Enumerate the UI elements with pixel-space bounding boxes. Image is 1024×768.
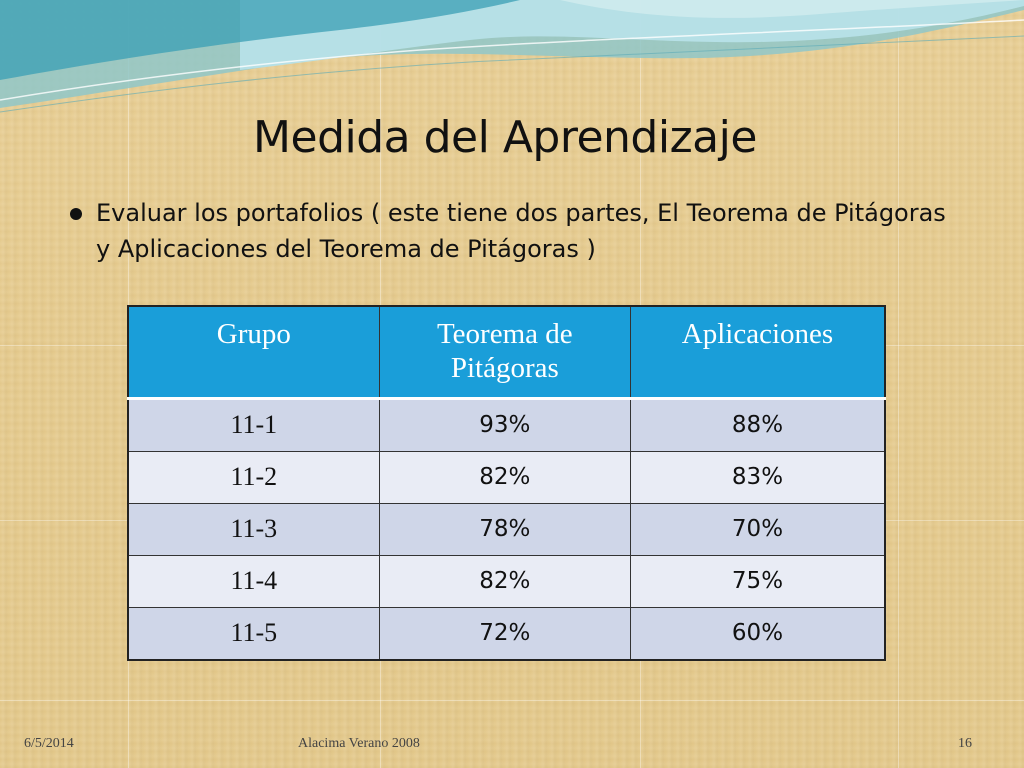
table-row <box>128 555 885 607</box>
cell-grupo: 11-5 <box>128 607 379 660</box>
cell-aplicaciones: 60% <box>630 607 885 660</box>
footer-date: 6/5/2014 <box>24 736 74 751</box>
cell-teorema: 82% <box>379 451 630 503</box>
cell-teorema: 93% <box>379 398 630 451</box>
table-row <box>128 398 885 451</box>
cell-aplicaciones: 70% <box>630 503 885 555</box>
cell-grupo: 11-2 <box>128 451 379 503</box>
page-number: 16 <box>958 736 972 751</box>
header-aplicaciones: Aplicaciones <box>630 306 885 398</box>
cell-teorema: 72% <box>379 607 630 660</box>
cell-teorema: 82% <box>379 555 630 607</box>
cell-aplicaciones: 75% <box>630 555 885 607</box>
results-table <box>127 305 886 661</box>
bullet-text: Evaluar los portafolios ( este tiene dos partes, El Teorema de Pitágoras y Aplicaciones del Teorema de Pitágoras ) <box>96 199 946 263</box>
cell-grupo: 11-1 <box>128 398 379 451</box>
bullet-item <box>70 195 950 267</box>
slide-title: Medida del Aprendizaje <box>253 112 757 163</box>
header-teorema: Teorema de Pitágoras <box>379 306 630 398</box>
bullet-icon <box>70 208 82 220</box>
cell-aplicaciones: 83% <box>630 451 885 503</box>
footer-center-text: Alacima Verano 2008 <box>298 736 420 751</box>
paper-grid-line <box>0 700 1024 701</box>
table-row <box>128 503 885 555</box>
cell-grupo: 11-3 <box>128 503 379 555</box>
header-grupo: Grupo <box>128 306 379 398</box>
table-row <box>128 607 885 660</box>
cell-aplicaciones: 88% <box>630 398 885 451</box>
cell-grupo: 11-4 <box>128 555 379 607</box>
decorative-wave <box>0 0 1024 120</box>
table-row <box>128 451 885 503</box>
cell-teorema: 78% <box>379 503 630 555</box>
table-header-row <box>128 306 885 398</box>
